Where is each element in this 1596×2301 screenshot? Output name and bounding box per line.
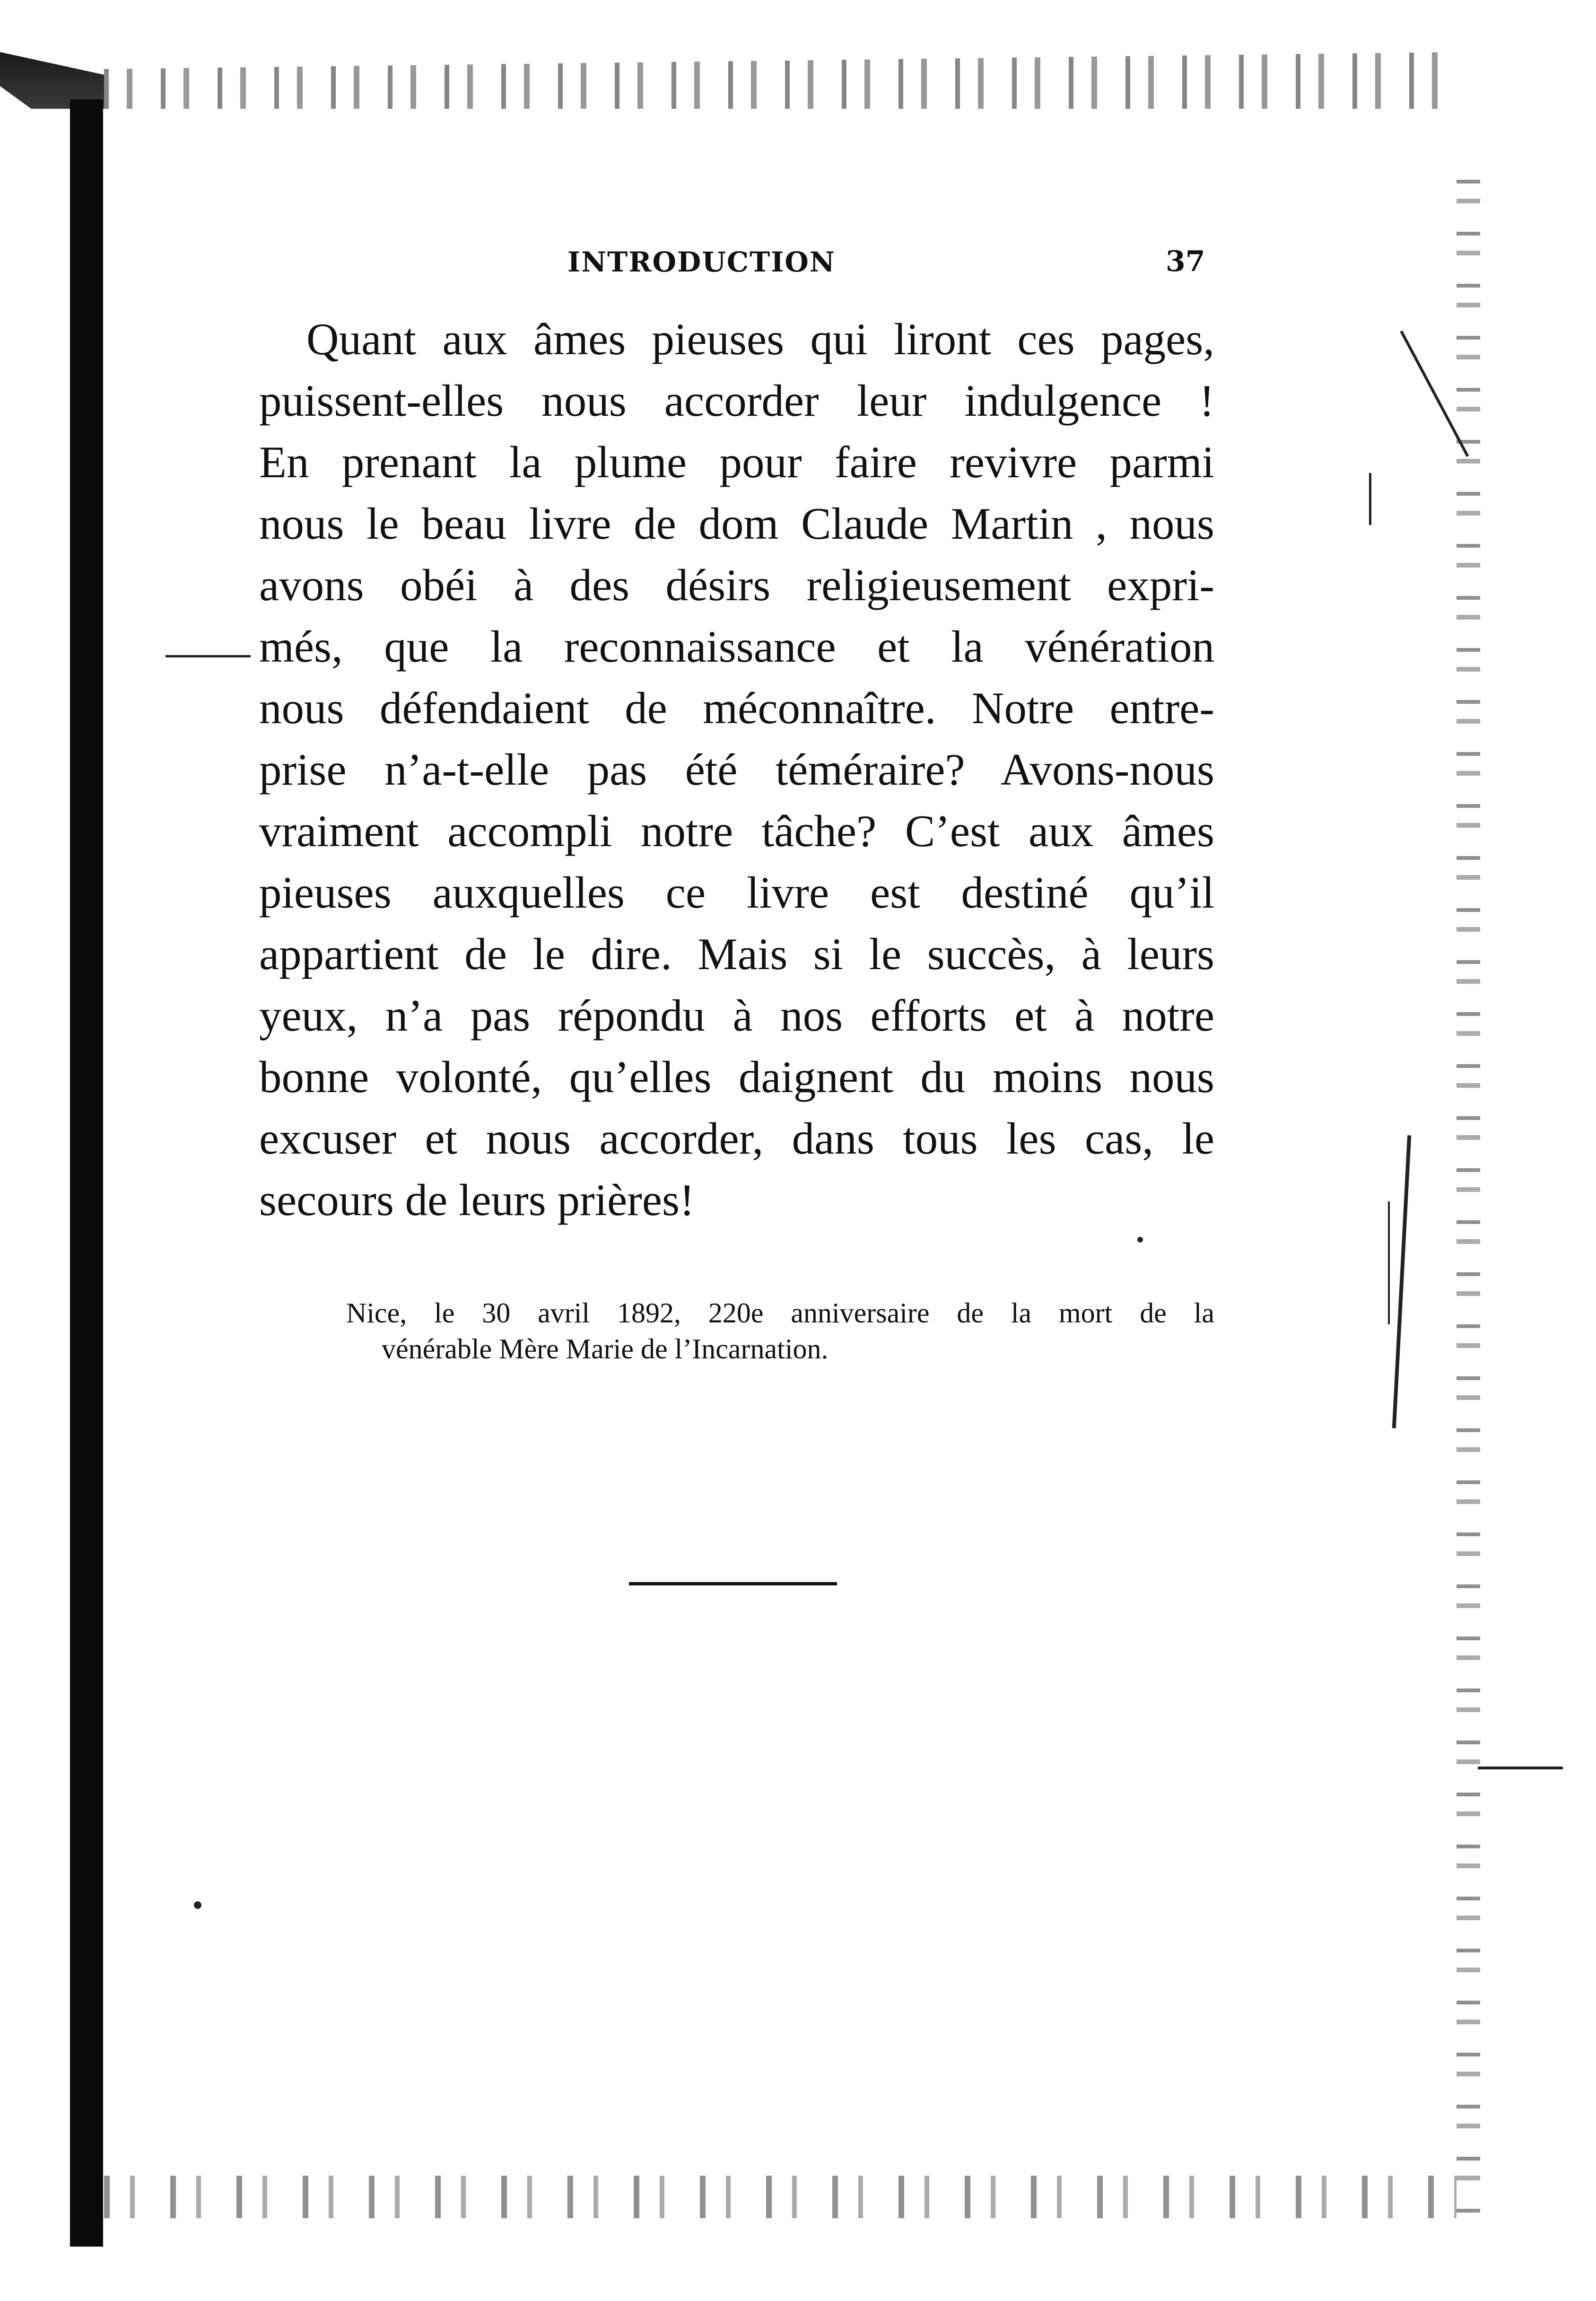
text-line: nous défendaient de méconnaître. Notre entre- bbox=[259, 683, 1214, 733]
closing-rule bbox=[629, 1582, 837, 1585]
page-number: 37 bbox=[1166, 245, 1205, 278]
dateline-line: Nice, le 30 avril 1892, 220e anniversaire de la mort de la bbox=[346, 1297, 1214, 1329]
margin-mark bbox=[1388, 1201, 1390, 1324]
text-line: En prenant la plume pour faire revivre parmi bbox=[259, 437, 1214, 487]
text-line: nous le beau livre de dom Claude Martin , nous bbox=[259, 499, 1214, 549]
margin-mark bbox=[1478, 1767, 1563, 1769]
binding-shadow-strip bbox=[70, 99, 103, 2247]
text-line: avons obéi à des désirs religieusement expri- bbox=[259, 560, 1214, 610]
text-line: yeux, n’a pas répondu à nos efforts et à notre bbox=[259, 990, 1214, 1041]
dateline-line: vénérable Mère Marie de l’Incarnation. bbox=[382, 1333, 829, 1365]
text-line: Quant aux âmes pieuses qui liront ces pages, bbox=[306, 314, 1214, 364]
top-edge-scan-noise bbox=[104, 52, 1456, 109]
text-line: prise n’a-t-elle pas été téméraire? Avons-nous bbox=[259, 744, 1214, 795]
text-line: excuser et nous accorder, dans tous les cas, le bbox=[259, 1113, 1214, 1164]
speck bbox=[1137, 1237, 1143, 1242]
margin-mark bbox=[166, 655, 251, 657]
running-head: INTRODUCTION bbox=[567, 246, 836, 278]
text-line: secours de leurs prières! bbox=[259, 1175, 695, 1225]
text-line: puissent-elles nous accorder leur indulgence ! bbox=[259, 376, 1214, 426]
margin-mark bbox=[1369, 473, 1371, 525]
dateline-note bbox=[346, 1295, 1214, 1367]
speck bbox=[194, 1901, 201, 1909]
right-edge-scan-noise bbox=[1456, 180, 1480, 2214]
text-line: vraiment accompli notre tâche? C’est aux âmes bbox=[259, 806, 1214, 856]
text-line: bonne volonté, qu’elles daignent du moins nous bbox=[259, 1052, 1214, 1102]
bottom-edge-scan-noise bbox=[104, 2176, 1456, 2218]
text-line: pieuses auxquelles ce livre est destiné qu’il bbox=[259, 867, 1214, 918]
margin-mark bbox=[1392, 1135, 1411, 1428]
text-line: appartient de le dire. Mais si le succès, à leurs bbox=[259, 929, 1214, 979]
body-paragraph bbox=[259, 308, 1214, 1231]
text-line: més, que la reconnaissance et la vénération bbox=[259, 621, 1214, 672]
